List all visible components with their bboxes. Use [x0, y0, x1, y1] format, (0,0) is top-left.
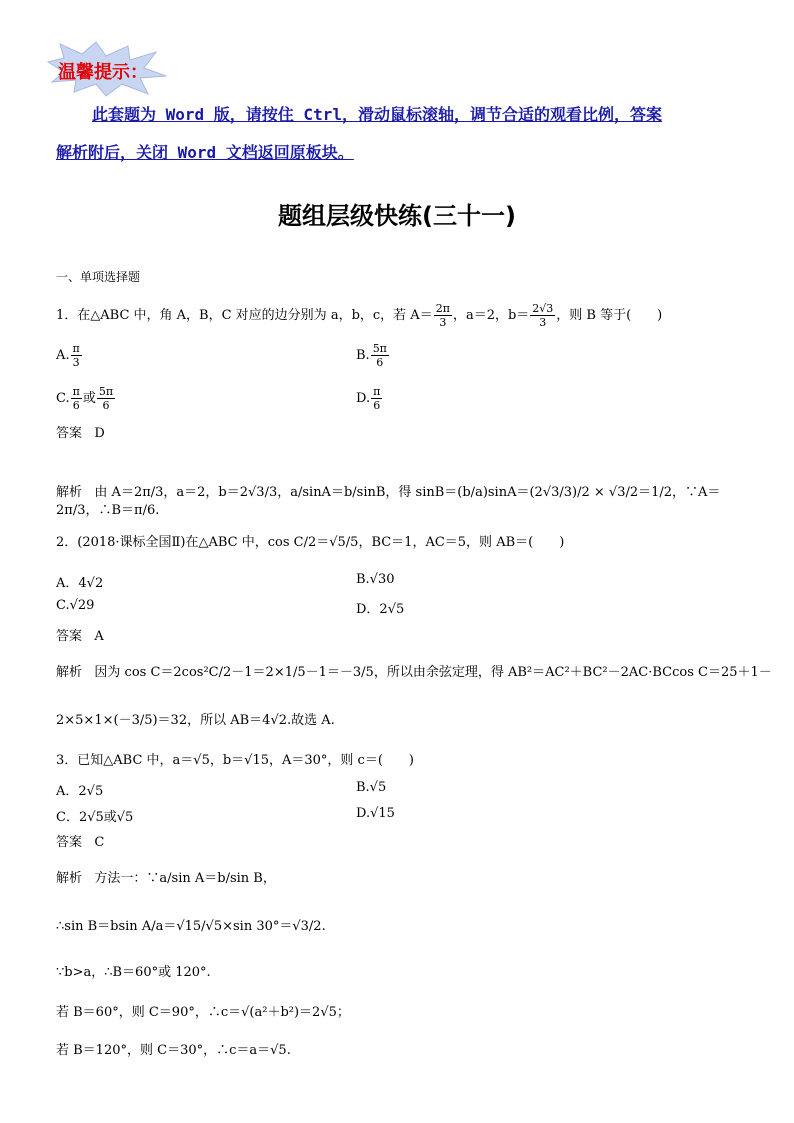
q2-explain-text-1: 因为 cos C＝2cos²C/2－1＝2×1/5－1＝－3/5，所以由余弦定理，得 AB²＝AC²＋BC²－2AC·BCcos C＝25＋1－: [94, 665, 772, 680]
q1-option-c: [56, 385, 116, 412]
q2-option-c: C.√29: [56, 598, 95, 613]
q3-option-d: D.√15: [356, 806, 395, 821]
q1-a-num: 2π: [435, 302, 450, 315]
section-heading: 一、单项选择题: [56, 270, 141, 284]
q3-method-1: 方法一：∵a/sin A＝b/sin B，: [94, 871, 276, 886]
q1-option-a-num: π: [72, 342, 80, 355]
notice-line-1: 此套题为 Word 版，请按住 Ctrl，滑动鼠标滚轴，调节合适的观看比例，答案: [92, 105, 662, 124]
q1-option-c-num2: 5π: [98, 385, 114, 398]
q3-explanation-line-2: ∴sin B＝bsin A/a＝√15/√5×sin 30°＝√3/2.: [56, 919, 326, 934]
q1-option-a-den: 3: [72, 356, 80, 369]
q3-explanation-line-5: 若 B＝120°，则 C＝30°，∴c＝a＝√5.: [56, 1043, 291, 1058]
q1-option-a-label: A.: [56, 348, 70, 363]
q1-b-den: 3: [539, 316, 547, 329]
q1-answer-value: D: [94, 426, 105, 441]
q3-option-c: C．2√5或√5: [56, 810, 134, 825]
q2-explain-label: 解析: [56, 665, 83, 680]
q1-option-c-label: C.: [56, 391, 70, 406]
q3-explanation-line-4: 若 B＝60°，则 C＝90°，∴c＝√(a²＋b²)＝2√5；: [56, 1005, 350, 1020]
q3-explain-label: 解析: [56, 871, 83, 886]
q1-stem: [56, 302, 662, 329]
q3-answer-value: C: [94, 835, 105, 850]
q1-b-fraction: [530, 302, 555, 329]
q2-explanation-line-1: [56, 664, 772, 682]
q1-answer: [56, 425, 105, 443]
q1-option-d-num: π: [373, 385, 381, 398]
q1-option-b-den: 6: [376, 356, 384, 369]
q1-b-num: 2√3: [532, 302, 554, 315]
q2-option-b: B.√30: [356, 572, 395, 587]
q3-option-a: A．2√5: [56, 784, 104, 799]
q1-a-fraction: [434, 302, 452, 329]
q3-explanation-line-3: ∵b>a，∴B＝60°或 120°.: [56, 965, 211, 980]
q3-answer-label: 答案: [56, 835, 83, 850]
q1-option-b-label: B.: [356, 348, 370, 363]
q1-explain-label: 解析: [56, 485, 83, 500]
q1-stem-suffix: ，则 B 等于( ): [556, 308, 663, 323]
q3-explanation-line-1: [56, 870, 276, 888]
notice-badge: 温馨提示：: [58, 62, 148, 83]
q1-option-a: [56, 342, 83, 369]
q1-explain-text: 由 A＝2π/3，a＝2，b＝2√3/3，a/sinA＝b/sinB，得 sinB＝(b/a)sinA＝(2√3/3)/2 × √3/2＝1/2，∵A＝2π/3，∴B＝π/6.: [56, 485, 721, 518]
q1-option-c-den2: 6: [102, 399, 110, 412]
page-title: 题组层级快练(三十一): [278, 202, 516, 230]
q2-explanation-line-2: 2×5×1×(－3/5)＝32，所以 AB＝4√2.故选 A.: [56, 713, 335, 728]
q3-stem: 3．已知△ABC 中，a＝√5，b＝√15，A＝30°，则 c＝( ): [56, 753, 414, 768]
q1-option-b: [356, 342, 390, 369]
q2-stem: 2．(2018·课标全国Ⅱ)在△ABC 中，cos C/2＝√5/5，BC＝1，AC＝5，则 AB＝( ): [56, 535, 565, 550]
q1-option-d-den: 6: [373, 399, 381, 412]
q2-answer-label: 答案: [56, 629, 83, 644]
q1-stem-prefix: 1．在△ABC 中，角 A，B，C 对应的边分别为 a，b，c，若 A＝: [56, 308, 433, 323]
q2-answer: [56, 628, 104, 646]
q1-option-b-num: 5π: [372, 342, 387, 355]
q1-stem-mid: ，a＝2，b＝: [452, 308, 530, 323]
q1-option-c-num1: π: [72, 385, 80, 398]
q2-option-d: D．2√5: [356, 602, 405, 617]
q3-option-b: B.√5: [356, 780, 387, 795]
q2-option-a: A．4√2: [56, 576, 104, 591]
q2-answer-value: A: [94, 629, 104, 644]
q1-option-c-or: 或: [82, 391, 96, 406]
notice-line-2: 解析附后，关闭 Word 文档返回原板块。: [56, 143, 354, 162]
q1-a-den: 3: [439, 316, 447, 329]
q1-explanation: [56, 484, 746, 520]
q3-answer: [56, 834, 104, 852]
q1-option-d: [356, 385, 383, 412]
q1-answer-label: 答案: [56, 426, 83, 441]
q1-option-c-den1: 6: [72, 399, 80, 412]
q1-option-d-label: D.: [356, 391, 371, 406]
